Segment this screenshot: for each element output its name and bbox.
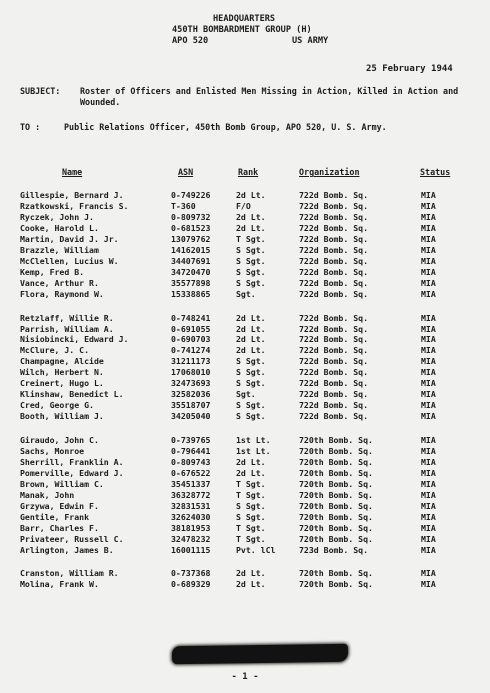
- cell-rank: 2d Lt.: [236, 467, 266, 478]
- subject-label: SUBJECT:: [20, 86, 61, 96]
- cell-asn: 0-809732: [171, 211, 211, 222]
- cell-name: Cred, George G.: [20, 400, 94, 411]
- cell-asn: 35518707: [171, 400, 211, 411]
- table-row: [0, 190, 490, 201]
- cell-rank: S Sgt.: [236, 244, 266, 255]
- cell-rank: T Sgt.: [236, 533, 266, 544]
- table-row: [0, 334, 490, 345]
- cell-status: MIA: [421, 389, 436, 400]
- cell-rank: 2d Lt.: [236, 323, 266, 334]
- cell-asn: 0-809743: [171, 456, 211, 467]
- table-row: [0, 534, 490, 545]
- cell-name: Rzatkowski, Francis S.: [20, 200, 129, 211]
- cell-name: Wilch, Herbert N.: [20, 367, 104, 378]
- cell-asn: 0-749226: [171, 190, 211, 200]
- cell-rank: S Sgt.: [236, 511, 266, 522]
- cell-rank: S Sgt.: [236, 266, 266, 277]
- cell-status: MIA: [421, 288, 436, 299]
- cell-status: MIA: [421, 478, 436, 489]
- table-row: [0, 367, 490, 378]
- column-header-asn: ASN: [178, 167, 194, 177]
- cell-status: MIA: [421, 255, 436, 266]
- table-row: [0, 234, 490, 245]
- cell-organization: 722d Bomb. Sq.: [299, 323, 369, 334]
- cell-asn: 0-796441: [171, 445, 211, 456]
- cell-rank: Sgt.: [236, 389, 256, 400]
- cell-asn: 0-748241: [171, 312, 211, 323]
- cell-asn: 0-691055: [171, 323, 211, 334]
- cell-rank: S Sgt.: [236, 500, 266, 511]
- cell-name: McClellen, Lucius W.: [20, 255, 119, 266]
- cell-asn: 16001115: [171, 544, 211, 555]
- cell-name: Giraudo, John C.: [20, 435, 99, 445]
- table-row: [0, 324, 490, 335]
- cell-rank: 2d Lt.: [236, 568, 266, 579]
- cell-organization: 722d Bomb. Sq.: [299, 411, 369, 421]
- cell-organization: 722d Bomb. Sq.: [299, 255, 369, 266]
- table-row: [0, 568, 490, 579]
- cell-status: MIA: [421, 312, 436, 323]
- table-row: [0, 411, 490, 422]
- cell-rank: 2d Lt.: [236, 334, 266, 345]
- cell-name: Ryczek, John J.: [20, 211, 94, 222]
- cell-name: Brazzle, William: [20, 244, 99, 255]
- cell-organization: 720th Bomb. Sq.: [299, 456, 373, 467]
- cell-rank: T Sgt.: [236, 478, 266, 489]
- table-row: [0, 345, 490, 356]
- cell-rank: 2d Lt.: [236, 456, 266, 467]
- cell-rank: 2d Lt.: [236, 190, 266, 200]
- cell-asn: 15338865: [171, 288, 211, 299]
- letterhead-headquarters: HEADQUARTERS: [213, 14, 276, 24]
- cell-organization: 722d Bomb. Sq.: [299, 266, 369, 277]
- cell-rank: Sgt.: [236, 288, 256, 299]
- table-row: [0, 223, 490, 234]
- cell-rank: S Sgt.: [236, 367, 266, 378]
- cell-name: Sachs, Monroe: [20, 445, 85, 456]
- cell-rank: 2d Lt.: [236, 345, 266, 356]
- cell-name: Parrish, William A.: [20, 323, 114, 334]
- cell-organization: 720th Bomb. Sq.: [299, 435, 373, 445]
- cell-rank: 2d Lt.: [236, 579, 266, 590]
- cell-status: MIA: [421, 533, 436, 544]
- page-number: - 1 -: [231, 672, 259, 682]
- cell-rank: S Sgt.: [236, 411, 266, 421]
- cell-asn: 32624030: [171, 511, 211, 522]
- cell-organization: 722d Bomb. Sq.: [299, 190, 369, 200]
- cell-organization: 722d Bomb. Sq.: [299, 222, 369, 233]
- cell-name: Flora, Raymond W.: [20, 288, 104, 299]
- cell-rank: S Sgt.: [236, 378, 266, 389]
- cell-status: MIA: [421, 378, 436, 389]
- cell-status: MIA: [421, 400, 436, 411]
- cell-rank: S Sgt.: [236, 400, 266, 411]
- cell-asn: 36328772: [171, 489, 211, 500]
- cell-name: Champagne, Alcide: [20, 356, 104, 367]
- cell-organization: 720th Bomb. Sq.: [299, 522, 373, 533]
- cell-name: Barr, Charles F.: [20, 522, 99, 533]
- cell-status: MIA: [421, 511, 436, 522]
- cell-asn: 31211173: [171, 356, 211, 367]
- table-row: [0, 512, 490, 523]
- cell-organization: 722d Bomb. Sq.: [299, 389, 369, 400]
- cell-name: Pomerville, Edward J.: [20, 467, 124, 478]
- cell-organization: 720th Bomb. Sq.: [299, 500, 373, 511]
- cell-rank: 2d Lt.: [236, 312, 266, 323]
- cell-organization: 720th Bomb. Sq.: [299, 478, 373, 489]
- cell-name: Booth, William J.: [20, 411, 104, 421]
- table-row: [0, 400, 490, 411]
- cell-rank: 1st Lt.: [236, 435, 271, 445]
- cell-status: MIA: [421, 244, 436, 255]
- cell-name: Creinert, Hugo L.: [20, 378, 104, 389]
- table-row: [0, 545, 490, 556]
- cell-asn: 32831531: [171, 500, 211, 511]
- table-row: [0, 501, 490, 512]
- cell-rank: T Sgt.: [236, 233, 266, 244]
- cell-status: MIA: [421, 489, 436, 500]
- cell-asn: 0-690703: [171, 334, 211, 345]
- cell-name: Retzlaff, Willie R.: [20, 312, 114, 323]
- cell-organization: 720th Bomb. Sq.: [299, 511, 373, 522]
- cell-organization: 720th Bomb. Sq.: [299, 445, 373, 456]
- cell-asn: 34407691: [171, 255, 211, 266]
- cell-status: MIA: [421, 456, 436, 467]
- cell-organization: 720th Bomb. Sq.: [299, 467, 373, 478]
- table-row: [0, 479, 490, 490]
- cell-status: MIA: [421, 367, 436, 378]
- table-row: [0, 457, 490, 468]
- table-row: [0, 435, 490, 446]
- cell-status: MIA: [421, 266, 436, 277]
- table-row: [0, 245, 490, 256]
- cell-status: MIA: [421, 579, 436, 590]
- cell-name: Martin, David J. Jr.: [20, 233, 119, 244]
- letterhead-group: 450TH BOMBARDMENT GROUP (H): [172, 25, 312, 35]
- cell-status: MIA: [421, 323, 436, 334]
- table-row: [0, 201, 490, 212]
- subject-text: Roster of Officers and Enlisted Men Missing in Action, Killed in Action and Wounded.: [80, 86, 459, 107]
- table-row: [0, 579, 490, 590]
- table-row: [0, 389, 490, 400]
- table-row: [0, 490, 490, 501]
- cell-asn: 0-741274: [171, 345, 211, 356]
- cell-name: Vance, Arthur R.: [20, 277, 99, 288]
- cell-name: Klinshaw, Benedict L.: [20, 389, 124, 400]
- cell-status: MIA: [421, 233, 436, 244]
- cell-organization: 722d Bomb. Sq.: [299, 378, 369, 389]
- cell-status: MIA: [421, 200, 436, 211]
- table-row: [0, 313, 490, 324]
- cell-organization: 720th Bomb. Sq.: [299, 579, 373, 590]
- cell-organization: 722d Bomb. Sq.: [299, 334, 369, 345]
- table-row: [0, 468, 490, 479]
- cell-rank: 2d Lt.: [236, 222, 266, 233]
- column-header-rank: Rank: [238, 167, 259, 177]
- cell-asn: 14162015: [171, 244, 211, 255]
- cell-organization: 722d Bomb. Sq.: [299, 367, 369, 378]
- cell-rank: S Sgt.: [236, 356, 266, 367]
- cell-asn: 34720470: [171, 266, 211, 277]
- table-row: [0, 356, 490, 367]
- cell-name: Cranston, William R.: [20, 568, 119, 579]
- cell-organization: 722d Bomb. Sq.: [299, 400, 369, 411]
- cell-organization: 722d Bomb. Sq.: [299, 277, 369, 288]
- cell-organization: 723d Bomb. Sq.: [299, 544, 369, 555]
- table-row: [0, 256, 490, 267]
- table-row: [0, 378, 490, 389]
- cell-name: Privateer, Russell C.: [20, 533, 124, 544]
- letterhead-army: US ARMY: [292, 36, 329, 46]
- column-header-name: Name: [62, 167, 83, 177]
- cell-status: MIA: [421, 500, 436, 511]
- cell-organization: 722d Bomb. Sq.: [299, 233, 369, 244]
- cell-asn: 32473693: [171, 378, 211, 389]
- cell-rank: S Sgt.: [236, 277, 266, 288]
- table-row: [0, 278, 490, 289]
- table-row: [0, 446, 490, 457]
- cell-status: MIA: [421, 522, 436, 533]
- cell-status: MIA: [421, 334, 436, 345]
- cell-name: Manak, John: [20, 489, 75, 500]
- cell-rank: Pvt. lCl: [236, 544, 276, 555]
- letterhead: [0, 14, 490, 54]
- cell-asn: 0-676522: [171, 467, 211, 478]
- cell-organization: 720th Bomb. Sq.: [299, 568, 373, 579]
- cell-status: MIA: [421, 222, 436, 233]
- cell-status: MIA: [421, 277, 436, 288]
- cell-name: Sherrill, Franklin A.: [20, 456, 124, 467]
- cell-status: MIA: [421, 544, 436, 555]
- to-label: TO :: [20, 122, 41, 132]
- cell-asn: 0-681523: [171, 222, 211, 233]
- cell-status: MIA: [421, 435, 436, 445]
- cell-rank: T Sgt.: [236, 522, 266, 533]
- cell-organization: 722d Bomb. Sq.: [299, 345, 369, 356]
- cell-status: MIA: [421, 467, 436, 478]
- cell-name: Gillespie, Bernard J.: [20, 190, 124, 200]
- redaction-mark: [172, 644, 348, 664]
- cell-rank: 2d Lt.: [236, 211, 266, 222]
- cell-organization: 722d Bomb. Sq.: [299, 288, 369, 299]
- cell-organization: 722d Bomb. Sq.: [299, 211, 369, 222]
- cell-rank: 1st Lt.: [236, 445, 271, 456]
- cell-name: Cooke, Harold L.: [20, 222, 99, 233]
- cell-rank: F/O: [236, 200, 251, 211]
- cell-organization: 722d Bomb. Sq.: [299, 244, 369, 255]
- cell-asn: 32582036: [171, 389, 211, 400]
- table-row: [0, 523, 490, 534]
- cell-name: Brown, William C.: [20, 478, 104, 489]
- cell-name: Kemp, Fred B.: [20, 266, 85, 277]
- cell-name: Gentile, Frank: [20, 511, 90, 522]
- cell-name: Grzywa, Edwin F.: [20, 500, 99, 511]
- table-row: [0, 212, 490, 223]
- cell-status: MIA: [421, 356, 436, 367]
- cell-name: Molina, Frank W.: [20, 579, 99, 590]
- cell-asn: 17068010: [171, 367, 211, 378]
- document-date: 25 February 1944: [366, 64, 453, 74]
- cell-asn: T-360: [171, 200, 196, 211]
- cell-asn: 38181953: [171, 522, 211, 533]
- cell-asn: 34205040: [171, 411, 211, 421]
- column-header-status: Status: [420, 167, 451, 177]
- cell-organization: 722d Bomb. Sq.: [299, 312, 369, 323]
- cell-name: Arlington, James B.: [20, 544, 114, 555]
- cell-status: MIA: [421, 411, 436, 421]
- cell-rank: T Sgt.: [236, 489, 266, 500]
- column-header-organization: Organization: [299, 167, 360, 177]
- cell-organization: 722d Bomb. Sq.: [299, 200, 369, 211]
- cell-status: MIA: [421, 211, 436, 222]
- cell-organization: 720th Bomb. Sq.: [299, 489, 373, 500]
- to-text: Public Relations Officer, 450th Bomb Group, APO 520, U. S. Army.: [64, 122, 387, 132]
- cell-organization: 722d Bomb. Sq.: [299, 356, 369, 367]
- cell-asn: 0-737368: [171, 568, 211, 579]
- cell-asn: 35577898: [171, 277, 211, 288]
- cell-name: Nisiobincki, Edward J.: [20, 334, 129, 345]
- cell-status: MIA: [421, 345, 436, 356]
- table-row: [0, 267, 490, 278]
- cell-asn: 0-689329: [171, 579, 211, 590]
- cell-asn: 32478232: [171, 533, 211, 544]
- cell-status: MIA: [421, 445, 436, 456]
- cell-rank: S Sgt.: [236, 255, 266, 266]
- cell-status: MIA: [421, 568, 436, 579]
- cell-asn: 13079762: [171, 233, 211, 244]
- cell-status: MIA: [421, 190, 436, 200]
- cell-organization: 720th Bomb. Sq.: [299, 533, 373, 544]
- cell-asn: 0-739765: [171, 435, 211, 445]
- table-row: [0, 289, 490, 300]
- letterhead-apo: APO 520: [172, 36, 209, 46]
- cell-name: McClure, J. C.: [20, 345, 90, 356]
- cell-asn: 35451337: [171, 478, 211, 489]
